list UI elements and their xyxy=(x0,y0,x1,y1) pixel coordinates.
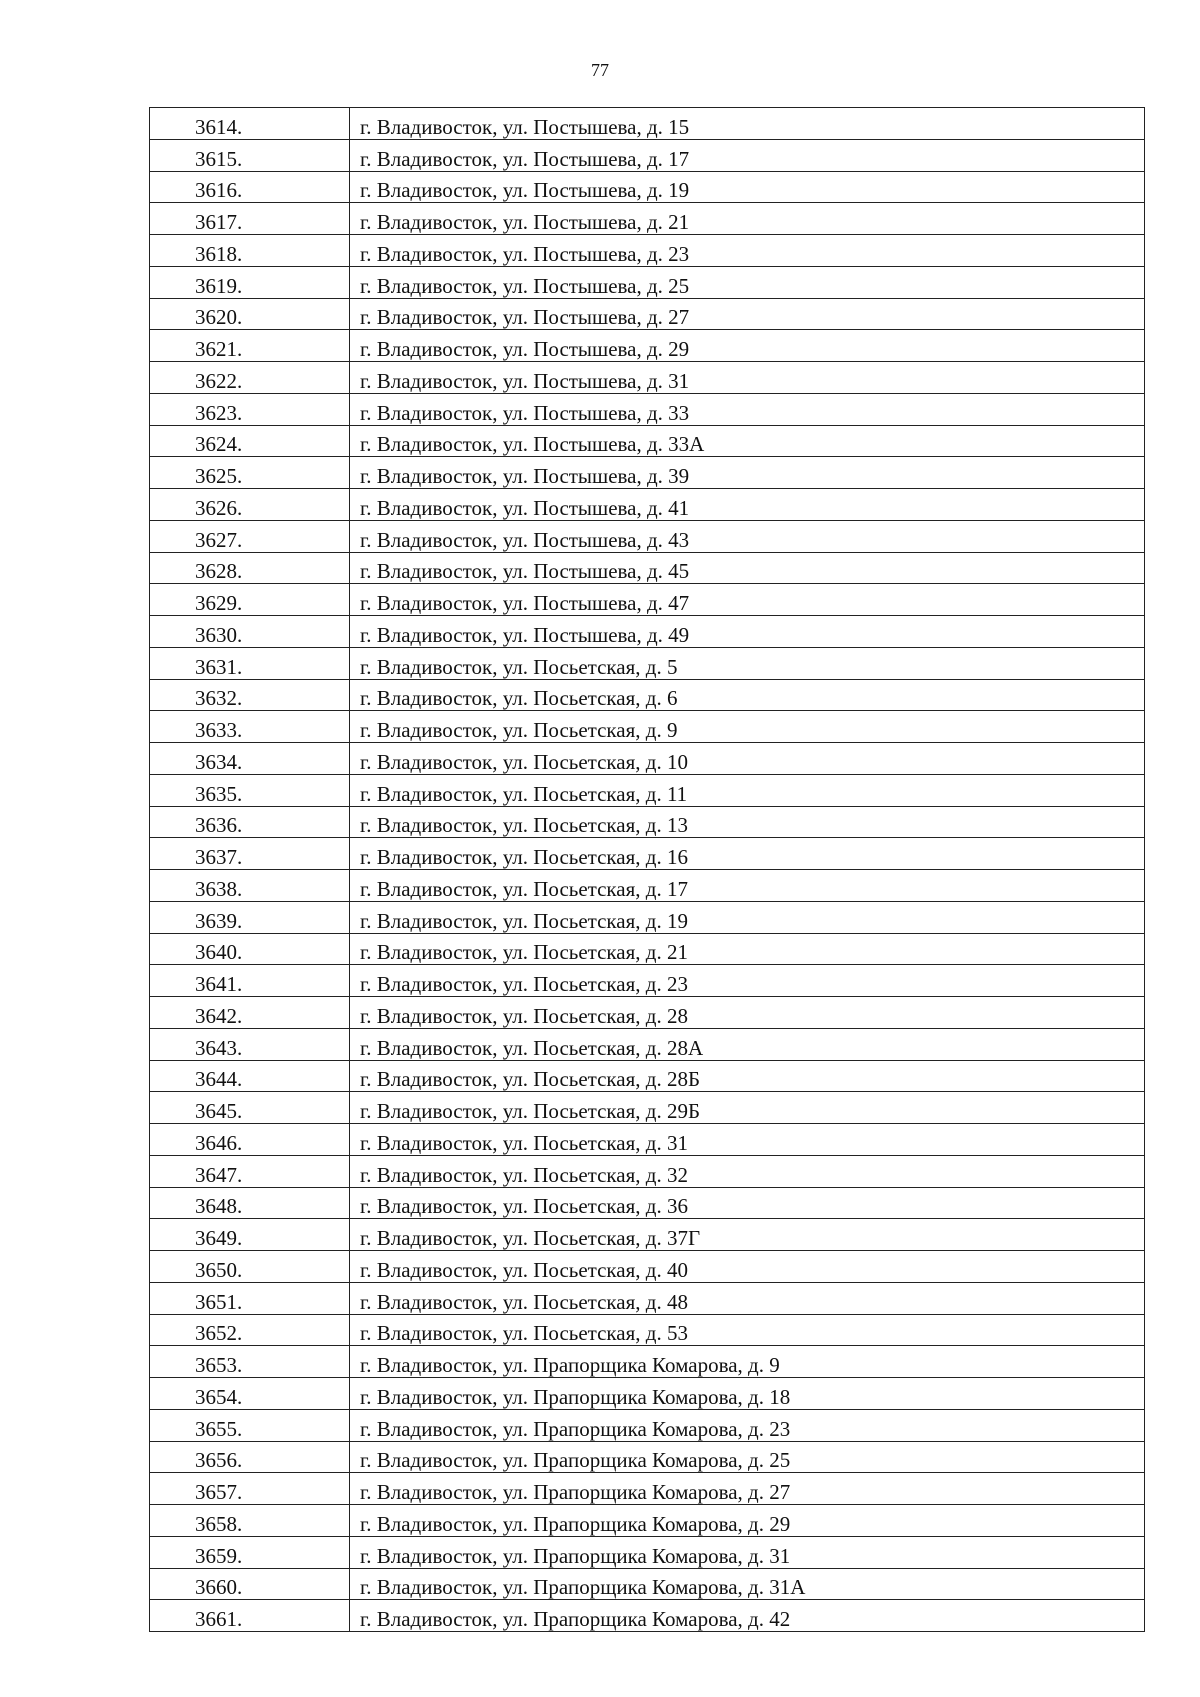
row-number: 3641. xyxy=(150,965,350,997)
row-address: г. Владивосток, ул. Посьетская, д. 36 xyxy=(350,1187,1145,1219)
row-address: г. Владивосток, ул. Посьетская, д. 29Б xyxy=(350,1092,1145,1124)
table-row xyxy=(150,298,1145,330)
row-address: г. Владивосток, ул. Посьетская, д. 5 xyxy=(350,647,1145,679)
row-number: 3661. xyxy=(150,1600,350,1632)
table-row xyxy=(150,1060,1145,1092)
table-row xyxy=(150,901,1145,933)
row-address: г. Владивосток, ул. Посьетская, д. 28 xyxy=(350,997,1145,1029)
row-number: 3614. xyxy=(150,108,350,140)
table-row xyxy=(150,1314,1145,1346)
row-address: г. Владивосток, ул. Посьетская, д. 11 xyxy=(350,774,1145,806)
table-row xyxy=(150,362,1145,394)
table-row xyxy=(150,870,1145,902)
row-number: 3651. xyxy=(150,1282,350,1314)
table-row xyxy=(150,139,1145,171)
table-row xyxy=(150,1251,1145,1283)
table-row xyxy=(150,171,1145,203)
table-row xyxy=(150,1441,1145,1473)
row-address: г. Владивосток, ул. Постышева, д. 31 xyxy=(350,362,1145,394)
row-address: г. Владивосток, ул. Посьетская, д. 21 xyxy=(350,933,1145,965)
row-number: 3660. xyxy=(150,1568,350,1600)
table-row xyxy=(150,1346,1145,1378)
row-address: г. Владивосток, ул. Постышева, д. 23 xyxy=(350,235,1145,267)
row-address: г. Владивосток, ул. Постышева, д. 21 xyxy=(350,203,1145,235)
row-address: г. Владивосток, ул. Прапорщика Комарова, д. 42 xyxy=(350,1600,1145,1632)
table-row xyxy=(150,647,1145,679)
table-row xyxy=(150,108,1145,140)
row-address: г. Владивосток, ул. Посьетская, д. 48 xyxy=(350,1282,1145,1314)
row-address: г. Владивосток, ул. Постышева, д. 41 xyxy=(350,489,1145,521)
row-address: г. Владивосток, ул. Постышева, д. 49 xyxy=(350,616,1145,648)
table-row xyxy=(150,1568,1145,1600)
row-address: г. Владивосток, ул. Посьетская, д. 10 xyxy=(350,743,1145,775)
row-address: г. Владивосток, ул. Посьетская, д. 19 xyxy=(350,901,1145,933)
row-number: 3629. xyxy=(150,584,350,616)
row-number: 3633. xyxy=(150,711,350,743)
row-number: 3626. xyxy=(150,489,350,521)
table-row xyxy=(150,1155,1145,1187)
table-row xyxy=(150,1187,1145,1219)
row-number: 3652. xyxy=(150,1314,350,1346)
row-address: г. Владивосток, ул. Посьетская, д. 37Г xyxy=(350,1219,1145,1251)
table-row xyxy=(150,774,1145,806)
row-number: 3618. xyxy=(150,235,350,267)
row-address: г. Владивосток, ул. Посьетская, д. 16 xyxy=(350,838,1145,870)
table-row xyxy=(150,1473,1145,1505)
row-address: г. Владивосток, ул. Постышева, д. 47 xyxy=(350,584,1145,616)
table-row xyxy=(150,616,1145,648)
row-number: 3615. xyxy=(150,139,350,171)
table-row xyxy=(150,457,1145,489)
row-address: г. Владивосток, ул. Постышева, д. 15 xyxy=(350,108,1145,140)
table-row xyxy=(150,489,1145,521)
table-row xyxy=(150,393,1145,425)
row-number: 3625. xyxy=(150,457,350,489)
table-row xyxy=(150,679,1145,711)
row-number: 3643. xyxy=(150,1028,350,1060)
table-row xyxy=(150,1028,1145,1060)
row-address: г. Владивосток, ул. Посьетская, д. 31 xyxy=(350,1124,1145,1156)
row-number: 3624. xyxy=(150,425,350,457)
address-table-body xyxy=(150,108,1145,1632)
row-number: 3634. xyxy=(150,743,350,775)
address-table xyxy=(149,107,1145,1632)
table-row xyxy=(150,1219,1145,1251)
row-address: г. Владивосток, ул. Прапорщика Комарова, д. 23 xyxy=(350,1409,1145,1441)
row-number: 3630. xyxy=(150,616,350,648)
row-address: г. Владивосток, ул. Посьетская, д. 9 xyxy=(350,711,1145,743)
row-number: 3620. xyxy=(150,298,350,330)
table-row xyxy=(150,203,1145,235)
row-number: 3654. xyxy=(150,1378,350,1410)
table-row xyxy=(150,1124,1145,1156)
row-address: г. Владивосток, ул. Постышева, д. 29 xyxy=(350,330,1145,362)
row-number: 3655. xyxy=(150,1409,350,1441)
table-row xyxy=(150,1505,1145,1537)
row-address: г. Владивосток, ул. Постышева, д. 19 xyxy=(350,171,1145,203)
row-number: 3646. xyxy=(150,1124,350,1156)
row-address: г. Владивосток, ул. Постышева, д. 25 xyxy=(350,266,1145,298)
row-address: г. Владивосток, ул. Прапорщика Комарова, д. 27 xyxy=(350,1473,1145,1505)
table-row xyxy=(150,520,1145,552)
row-address: г. Владивосток, ул. Прапорщика Комарова, д. 25 xyxy=(350,1441,1145,1473)
row-number: 3632. xyxy=(150,679,350,711)
row-address: г. Владивосток, ул. Посьетская, д. 17 xyxy=(350,870,1145,902)
row-address: г. Владивосток, ул. Посьетская, д. 53 xyxy=(350,1314,1145,1346)
row-address: г. Владивосток, ул. Постышева, д. 45 xyxy=(350,552,1145,584)
row-address: г. Владивосток, ул. Постышева, д. 27 xyxy=(350,298,1145,330)
row-number: 3628. xyxy=(150,552,350,584)
row-number: 3657. xyxy=(150,1473,350,1505)
table-row xyxy=(150,1378,1145,1410)
row-number: 3623. xyxy=(150,393,350,425)
table-row xyxy=(150,235,1145,267)
table-row xyxy=(150,1409,1145,1441)
row-number: 3642. xyxy=(150,997,350,1029)
row-number: 3637. xyxy=(150,838,350,870)
row-number: 3627. xyxy=(150,520,350,552)
row-address: г. Владивосток, ул. Посьетская, д. 6 xyxy=(350,679,1145,711)
row-address: г. Владивосток, ул. Постышева, д. 39 xyxy=(350,457,1145,489)
row-number: 3659. xyxy=(150,1536,350,1568)
table-row xyxy=(150,1536,1145,1568)
row-number: 3647. xyxy=(150,1155,350,1187)
row-number: 3616. xyxy=(150,171,350,203)
row-number: 3649. xyxy=(150,1219,350,1251)
row-number: 3638. xyxy=(150,870,350,902)
table-row xyxy=(150,266,1145,298)
row-address: г. Владивосток, ул. Посьетская, д. 23 xyxy=(350,965,1145,997)
table-row xyxy=(150,838,1145,870)
row-number: 3653. xyxy=(150,1346,350,1378)
row-number: 3648. xyxy=(150,1187,350,1219)
row-address: г. Владивосток, ул. Посьетская, д. 28Б xyxy=(350,1060,1145,1092)
row-address: г. Владивосток, ул. Прапорщика Комарова, д. 18 xyxy=(350,1378,1145,1410)
table-row xyxy=(150,552,1145,584)
table-row xyxy=(150,997,1145,1029)
page-number: 77 xyxy=(591,60,609,80)
row-number: 3640. xyxy=(150,933,350,965)
row-address: г. Владивосток, ул. Постышева, д. 17 xyxy=(350,139,1145,171)
row-number: 3622. xyxy=(150,362,350,394)
table-row xyxy=(150,1092,1145,1124)
table-row xyxy=(150,1600,1145,1632)
table-row xyxy=(150,965,1145,997)
row-address: г. Владивосток, ул. Посьетская, д. 32 xyxy=(350,1155,1145,1187)
table-row xyxy=(150,330,1145,362)
row-address: г. Владивосток, ул. Прапорщика Комарова, д. 29 xyxy=(350,1505,1145,1537)
table-row xyxy=(150,933,1145,965)
row-number: 3621. xyxy=(150,330,350,362)
row-address: г. Владивосток, ул. Посьетская, д. 28А xyxy=(350,1028,1145,1060)
table-row xyxy=(150,1282,1145,1314)
table-row xyxy=(150,425,1145,457)
row-address: г. Владивосток, ул. Постышева, д. 43 xyxy=(350,520,1145,552)
row-address: г. Владивосток, ул. Прапорщика Комарова, д. 31 xyxy=(350,1536,1145,1568)
row-number: 3631. xyxy=(150,647,350,679)
table-row xyxy=(150,711,1145,743)
row-number: 3658. xyxy=(150,1505,350,1537)
table-row xyxy=(150,743,1145,775)
table-row xyxy=(150,584,1145,616)
row-number: 3635. xyxy=(150,774,350,806)
row-number: 3656. xyxy=(150,1441,350,1473)
row-number: 3636. xyxy=(150,806,350,838)
row-number: 3650. xyxy=(150,1251,350,1283)
table-row xyxy=(150,806,1145,838)
row-address: г. Владивосток, ул. Посьетская, д. 40 xyxy=(350,1251,1145,1283)
row-address: г. Владивосток, ул. Прапорщика Комарова, д. 9 xyxy=(350,1346,1145,1378)
row-address: г. Владивосток, ул. Прапорщика Комарова, д. 31А xyxy=(350,1568,1145,1600)
row-number: 3617. xyxy=(150,203,350,235)
row-number: 3644. xyxy=(150,1060,350,1092)
row-number: 3645. xyxy=(150,1092,350,1124)
row-number: 3639. xyxy=(150,901,350,933)
row-address: г. Владивосток, ул. Посьетская, д. 13 xyxy=(350,806,1145,838)
row-address: г. Владивосток, ул. Постышева, д. 33А xyxy=(350,425,1145,457)
row-address: г. Владивосток, ул. Постышева, д. 33 xyxy=(350,393,1145,425)
row-number: 3619. xyxy=(150,266,350,298)
